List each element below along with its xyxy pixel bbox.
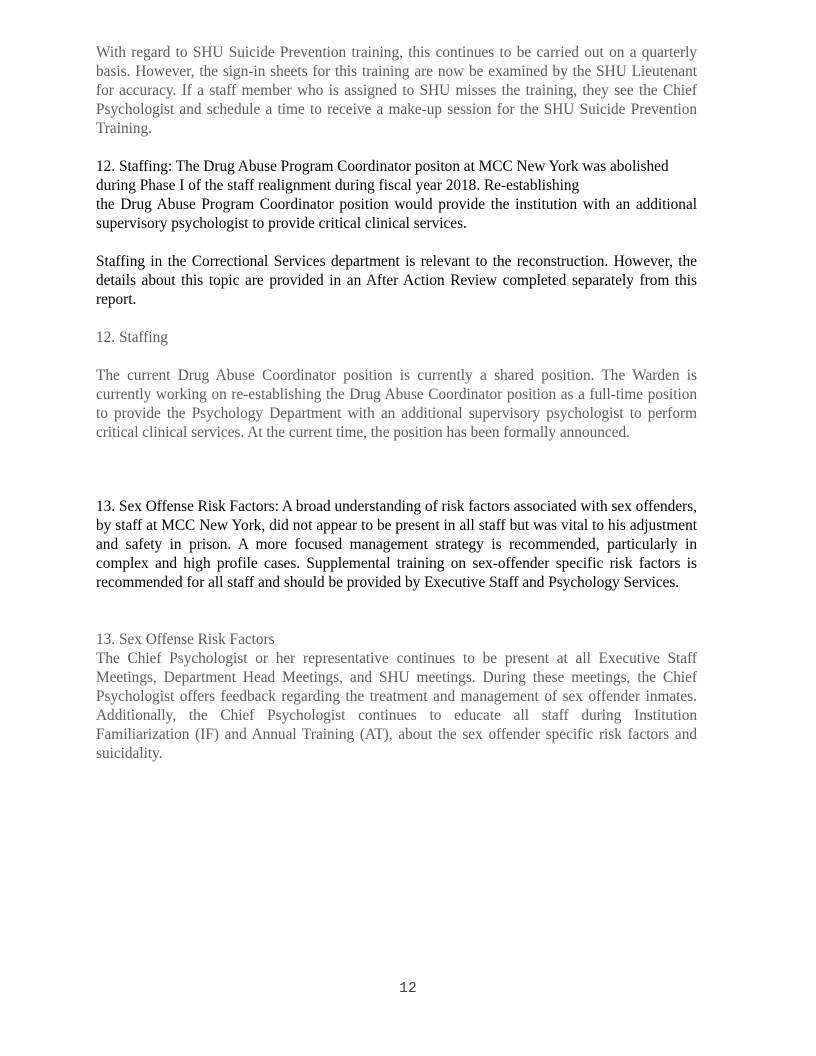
staffing-finding-line-1: 12. Staffing: The Drug Abuse Program Coordinator positon at MCC New York was abolished during Phase I of the staff realignment during fiscal year 2018. Re-establishing	[96, 158, 669, 194]
staffing-finding	[96, 157, 697, 233]
sex-offense-finding: 13. Sex Offense Risk Factors: A broad understanding of risk factors associated with sex offenders, by staff at MCC New York, did not appear to be present in all staff but was vital to his adjustment and safety in prison. A more focused management strategy is recommended, particularly in complex and high profile cases. Supplemental training on sex-offender specific risk factors is recommended for all staff and should be provided by Executive Staff and Psychology Services.	[96, 498, 697, 591]
staffing-correctional-services: Staffing in the Correctional Services department is relevant to the reconstruction. However, the details about this topic are provided in an After Action Review completed separately from this report.	[96, 253, 697, 308]
shu-suicide-prevention-response: With regard to SHU Suicide Prevention training, this continues to be carried out on a quarterly basis. However, the sign-in sheets for this training are now be examined by the SHU Lieutenant for accuracy. If a staff member who is assigned to SHU misses the training, they see the Chief Psychologist and schedule a time to receive a make-up session for the SHU Suicide Prevention Training.	[96, 44, 697, 137]
sex-offense-response: The Chief Psychologist or her representative continues to be present at all Executive Staff Meetings, Department Head Meetings, and SHU meetings. During these meetings, the Chief Psychologist offers feedback regarding the treatment and management of sex offender inmates. Additionally, the Chief Psychologist continues to educate all staff during Institution Familiarization (IF) and Annual Training (AT), about the sex offender specific risk factors and suicidality.	[96, 650, 697, 762]
sex-offense-response-heading: 13. Sex Offense Risk Factors	[96, 631, 275, 648]
staffing-response: The current Drug Abuse Coordinator position is currently a shared position. The Warden is currently working on re-establishing the Drug Abuse Coordinator position as a full-time position to provide the Psychology Department with an additional supervisory psychologist to perform critical clinical services. At the current time, the position has been formally announced.	[96, 367, 697, 441]
page-number: 12	[399, 981, 417, 997]
staffing-finding-line-2: the Drug Abuse Program Coordinator position would provide the institution with an additional supervisory psychologist to provide critical clinical services.	[96, 196, 697, 232]
staffing-response-heading: 12. Staffing	[96, 329, 168, 346]
